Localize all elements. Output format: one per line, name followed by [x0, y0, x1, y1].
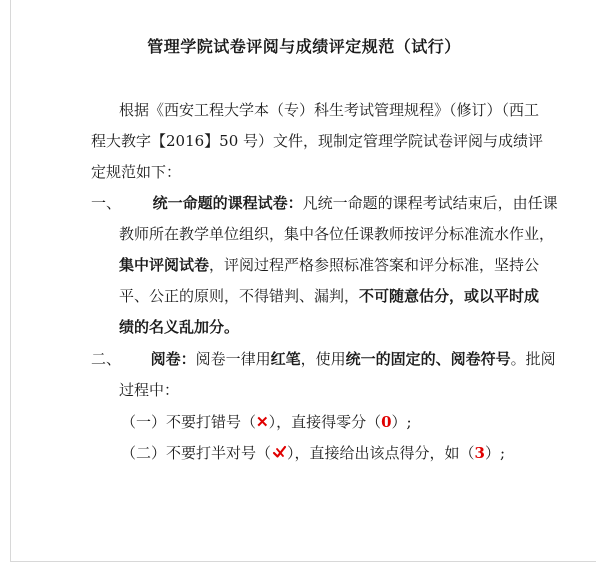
section-2-number: 二、: [91, 350, 122, 368]
wrong-mark-icon: ✕: [256, 413, 269, 431]
section-1-line-3: [119, 255, 539, 275]
item-2-suffix: ）;: [484, 444, 506, 462]
section-1-bold-4: 不可随意估分，或以平时成: [359, 287, 540, 305]
section-1-bold-3: 集中评阅试卷: [119, 256, 210, 274]
item-1-suffix: ）;: [391, 413, 412, 431]
intro-line-3: [91, 162, 181, 182]
item-1-middle: ），直接得零分（: [268, 413, 382, 431]
document-page: [10, 0, 596, 562]
half-check-mark-icon: [271, 444, 287, 460]
item-1-score: 0: [381, 413, 392, 431]
section-2-heading: 阅卷：: [150, 350, 196, 368]
intro-text-1: 根据《西安工程大学本（专）科生考试管理规程》（修订）（西工: [119, 101, 540, 119]
section-1-number: 一、: [91, 194, 122, 212]
section-2-text-1: 阅卷一律用: [195, 350, 271, 368]
intro-text-3: 定规范如下：: [91, 163, 182, 181]
page-title: 管理学院试卷评阅与成绩评定规范（试行）: [147, 37, 461, 56]
item-2-score: 3: [474, 444, 485, 462]
section-2-text-4: 过程中：: [119, 381, 180, 399]
item-2-prefix: （二）不要打半对号（: [121, 444, 272, 462]
item-2-middle: ），直接给出该点得分，如（: [287, 444, 475, 462]
section-2-text-3: 。批阅: [510, 350, 556, 368]
section-2-bold-2: 统一的固定的、阅卷符号: [345, 350, 511, 368]
section-1-text-3: ，评阅过程严格参照标准答案和评分标准，坚持公: [209, 256, 540, 274]
item-1-line: [121, 412, 412, 432]
section-1-line-2: [119, 224, 554, 244]
intro-line-1: [119, 100, 539, 120]
section-1-line-4: [119, 286, 539, 306]
section-2-line-1: [91, 349, 556, 369]
section-1-bold-5: 绩的名义乱加分。: [119, 318, 240, 336]
intro-line-2: [91, 131, 543, 151]
intro-text-2: 程大教字【2016】50 号）文件，现制定管理学院试卷评阅与成绩评: [91, 132, 544, 150]
section-2-text-2: ，使用: [300, 350, 346, 368]
section-1-text-4: 平、公正的原则，不得错判、漏判，: [119, 287, 360, 305]
section-1-text-1: 凡统一命题的课程考试结束后，由任课: [302, 194, 558, 212]
section-2-line-2: [119, 380, 179, 400]
item-1-prefix: （一）不要打错号（: [121, 413, 257, 431]
section-2-bold-1: 红笔: [270, 350, 301, 368]
section-1-line-1: [91, 193, 558, 213]
section-1-heading: 统一命题的课程试卷：: [152, 194, 303, 212]
section-1-text-2: 教师所在教学单位组织，集中各位任课教师按评分标准流水作业，: [119, 225, 555, 243]
section-1-line-5: [119, 317, 239, 337]
item-2-line: [121, 443, 505, 463]
